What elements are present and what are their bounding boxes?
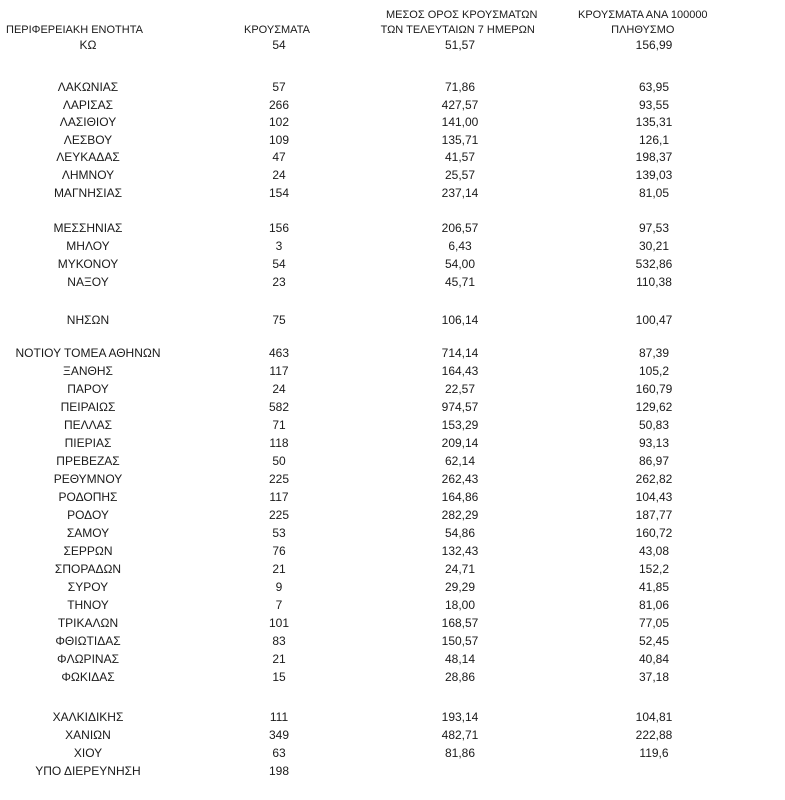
avg-cell: 262,43 <box>441 472 479 486</box>
per100k-cell: 532,86 <box>635 257 673 271</box>
region-cell: ΠΕΙΡΑΙΩΣ <box>60 400 116 414</box>
region-cell: ΡΟΔΟΥ <box>67 508 109 522</box>
avg-cell: 81,86 <box>444 746 476 760</box>
avg-cell: 482,71 <box>441 728 479 742</box>
region-cell: ΛΑΚΩΝΙΑΣ <box>57 80 119 94</box>
avg-cell: 168,57 <box>441 616 479 630</box>
region-cell: ΣΑΜΟΥ <box>66 526 110 540</box>
per100k-cell: 97,53 <box>638 221 670 235</box>
cases-cell: 463 <box>268 346 290 360</box>
cases-cell: 154 <box>268 186 290 200</box>
region-cell: ΣΠΟΡΑΔΩΝ <box>54 562 122 576</box>
avg-cell: 974,57 <box>441 400 479 414</box>
per100k-cell: 81,05 <box>638 186 670 200</box>
cases-cell: 71 <box>272 418 286 432</box>
region-cell: ΣΥΡΟΥ <box>67 580 109 594</box>
header-avg-line1: ΜΕΣΟΣ ΟΡΟΣ ΚΡΟΥΣΜΑΤΩΝ <box>386 9 538 21</box>
cases-cell: 21 <box>272 562 286 576</box>
cases-cell: 349 <box>268 728 290 742</box>
region-cell: ΜΕΣΣΗΝΙΑΣ <box>53 221 123 235</box>
region-cell: ΦΘΙΩΤΙΔΑΣ <box>55 634 121 648</box>
per100k-cell: 40,84 <box>638 652 670 666</box>
per100k-cell: 129,62 <box>635 400 673 414</box>
avg-cell: 132,43 <box>441 544 479 558</box>
per100k-cell: 152,2 <box>638 562 670 576</box>
region-cell: ΦΛΩΡΙΝΑΣ <box>57 652 119 666</box>
region-cell: ΧΑΝΙΩΝ <box>65 728 111 742</box>
per100k-cell: 77,05 <box>638 616 670 630</box>
per100k-cell: 222,88 <box>635 728 673 742</box>
avg-cell: 22,57 <box>444 382 476 396</box>
per100k-cell: 198,37 <box>635 150 673 164</box>
region-cell: ΠΑΡΟΥ <box>67 382 109 396</box>
region-cell: ΠΡΕΒΕΖΑΣ <box>56 454 120 468</box>
region-cell: ΛΕΥΚΑΔΑΣ <box>56 150 120 164</box>
per100k-cell: 160,79 <box>635 382 673 396</box>
avg-cell: 209,14 <box>441 436 479 450</box>
avg-cell: 48,14 <box>444 652 476 666</box>
cases-cell: 76 <box>272 544 286 558</box>
per100k-cell: 139,03 <box>635 168 673 182</box>
per100k-cell: 110,38 <box>636 275 672 289</box>
cases-cell: 3 <box>275 239 283 253</box>
per100k-cell: 30,21 <box>638 239 670 253</box>
region-cell: ΧΑΛΚΙΔΙΚΗΣ <box>52 710 124 724</box>
region-cell: ΛΗΜΝΟΥ <box>61 168 115 182</box>
region-cell: ΛΕΣΒΟΥ <box>63 133 113 147</box>
avg-cell: 141,00 <box>441 115 479 129</box>
region-cell: ΦΩΚΙΔΑΣ <box>61 670 115 684</box>
cases-cell: 266 <box>268 98 290 112</box>
cases-cell: 75 <box>272 313 286 327</box>
per100k-cell: 52,45 <box>638 634 670 648</box>
cases-cell: 225 <box>268 472 290 486</box>
avg-cell: 51,57 <box>444 38 476 52</box>
cases-cell: 109 <box>268 133 290 147</box>
cases-cell: 156 <box>268 221 290 235</box>
cases-cell: 24 <box>272 382 286 396</box>
avg-cell: 164,43 <box>441 364 479 378</box>
per100k-cell: 262,82 <box>635 472 673 486</box>
region-cell: ΥΠΟ ΔΙΕΡΕΥΝΗΣΗ <box>35 764 141 778</box>
cases-cell: 47 <box>272 150 286 164</box>
cases-cell: 83 <box>272 634 286 648</box>
per100k-cell: 104,81 <box>635 710 673 724</box>
avg-cell: 54,86 <box>444 526 476 540</box>
cases-cell: 111 <box>269 710 289 724</box>
per100k-cell: 86,97 <box>638 454 670 468</box>
cases-cell: 118 <box>269 436 289 450</box>
cases-cell: 102 <box>268 115 290 129</box>
avg-cell: 237,14 <box>441 186 479 200</box>
cases-cell: 225 <box>268 508 290 522</box>
cases-cell: 9 <box>275 580 283 594</box>
avg-cell: 45,71 <box>444 275 476 289</box>
avg-cell: 6,43 <box>448 239 472 253</box>
region-cell: ΛΑΣΙΘΙΟΥ <box>59 115 117 129</box>
region-cell: ΤΡΙΚΑΛΩΝ <box>57 616 119 630</box>
per100k-cell: 93,13 <box>638 436 670 450</box>
header-per100k-line2: ΠΛΗΘΥΣΜΟ <box>611 24 675 36</box>
cases-cell: 117 <box>269 490 289 504</box>
region-cell: ΤΗΝΟΥ <box>67 598 109 612</box>
avg-cell: 18,00 <box>444 598 476 612</box>
header-avg-line2: ΤΩΝ ΤΕΛΕΥΤΑΙΩΝ 7 ΗΜΕΡΩΝ <box>380 24 535 36</box>
avg-cell: 193,14 <box>441 710 479 724</box>
per100k-cell: 104,43 <box>635 490 673 504</box>
region-cell: ΚΩ <box>79 38 97 52</box>
region-cell: ΜΥΚΟΝΟΥ <box>57 257 119 271</box>
cases-cell: 23 <box>272 275 286 289</box>
avg-cell: 282,29 <box>441 508 479 522</box>
cases-cell: 117 <box>269 364 289 378</box>
region-cell: ΧΙΟΥ <box>73 746 103 760</box>
per100k-cell: 156,99 <box>635 38 673 52</box>
cases-cell: 7 <box>275 598 283 612</box>
cases-cell: 54 <box>272 38 286 52</box>
region-cell: ΛΑΡΙΣΑΣ <box>62 98 114 112</box>
per100k-cell: 105,2 <box>638 364 670 378</box>
avg-cell: 153,29 <box>441 418 479 432</box>
region-cell: ΣΕΡΡΩΝ <box>63 544 113 558</box>
cases-cell: 63 <box>272 746 286 760</box>
cases-cell: 57 <box>272 80 286 94</box>
per100k-cell: 160,72 <box>635 526 673 540</box>
per100k-cell: 43,08 <box>638 544 670 558</box>
avg-cell: 24,71 <box>444 562 476 576</box>
region-cell: ΞΑΝΘΗΣ <box>63 364 113 378</box>
header-cases: ΚΡΟΥΣΜΑΤΑ <box>244 24 310 36</box>
per100k-cell: 63,95 <box>638 80 670 94</box>
cases-cell: 21 <box>272 652 286 666</box>
cases-cell: 198 <box>268 764 290 778</box>
cases-cell: 53 <box>272 526 286 540</box>
region-cell: ΝΟΤΙΟΥ ΤΟΜΕΑ ΑΘΗΝΩΝ <box>15 346 161 360</box>
cases-cell: 50 <box>272 454 286 468</box>
per100k-cell: 87,39 <box>638 346 670 360</box>
region-cell: ΜΗΛΟΥ <box>66 239 110 253</box>
cases-cell: 101 <box>268 616 290 630</box>
per100k-cell: 100,47 <box>635 313 673 327</box>
per100k-cell: 93,55 <box>638 98 670 112</box>
avg-cell: 427,57 <box>441 98 479 112</box>
header-avg <box>380 8 538 38</box>
region-cell: ΡΕΘΥΜΝΟΥ <box>53 472 123 486</box>
region-cell: ΠΙΕΡΙΑΣ <box>64 436 112 450</box>
per100k-cell: 50,83 <box>638 418 670 432</box>
per100k-cell: 119,6 <box>639 746 669 760</box>
header-per100k <box>578 8 708 38</box>
region-cell: ΝΑΞΟΥ <box>67 275 109 289</box>
region-cell: ΡΟΔΟΠΗΣ <box>58 490 118 504</box>
per100k-cell: 41,85 <box>638 580 670 594</box>
per100k-cell: 81,06 <box>638 598 670 612</box>
avg-cell: 106,14 <box>441 313 479 327</box>
per100k-cell: 126,1 <box>638 133 670 147</box>
avg-cell: 164,86 <box>441 490 479 504</box>
per100k-cell: 135,31 <box>635 115 673 129</box>
per100k-cell: 187,77 <box>635 508 673 522</box>
header-region: ΠΕΡΙΦΕΡΕΙΑΚΗ ΕΝΟΤΗΤΑ <box>6 24 143 36</box>
cases-cell: 24 <box>272 168 286 182</box>
region-cell: ΝΗΣΩΝ <box>66 313 110 327</box>
region-cell: ΠΕΛΛΑΣ <box>63 418 113 432</box>
avg-cell: 71,86 <box>444 80 476 94</box>
avg-cell: 28,86 <box>444 670 476 684</box>
cases-cell: 54 <box>272 257 286 271</box>
header-per100k-line1: ΚΡΟΥΣΜΑΤΑ ΑΝΑ 100000 <box>578 9 708 21</box>
cases-cell: 582 <box>268 400 290 414</box>
avg-cell: 135,71 <box>441 133 479 147</box>
avg-cell: 29,29 <box>444 580 476 594</box>
region-cell: ΜΑΓΝΗΣΙΑΣ <box>53 186 123 200</box>
cases-cell: 15 <box>272 670 286 684</box>
avg-cell: 150,57 <box>441 634 479 648</box>
avg-cell: 206,57 <box>441 221 479 235</box>
avg-cell: 54,00 <box>444 257 476 271</box>
per100k-cell: 37,18 <box>638 670 670 684</box>
avg-cell: 25,57 <box>444 168 476 182</box>
avg-cell: 714,14 <box>441 346 479 360</box>
avg-cell: 41,57 <box>444 150 476 164</box>
avg-cell: 62,14 <box>444 454 476 468</box>
